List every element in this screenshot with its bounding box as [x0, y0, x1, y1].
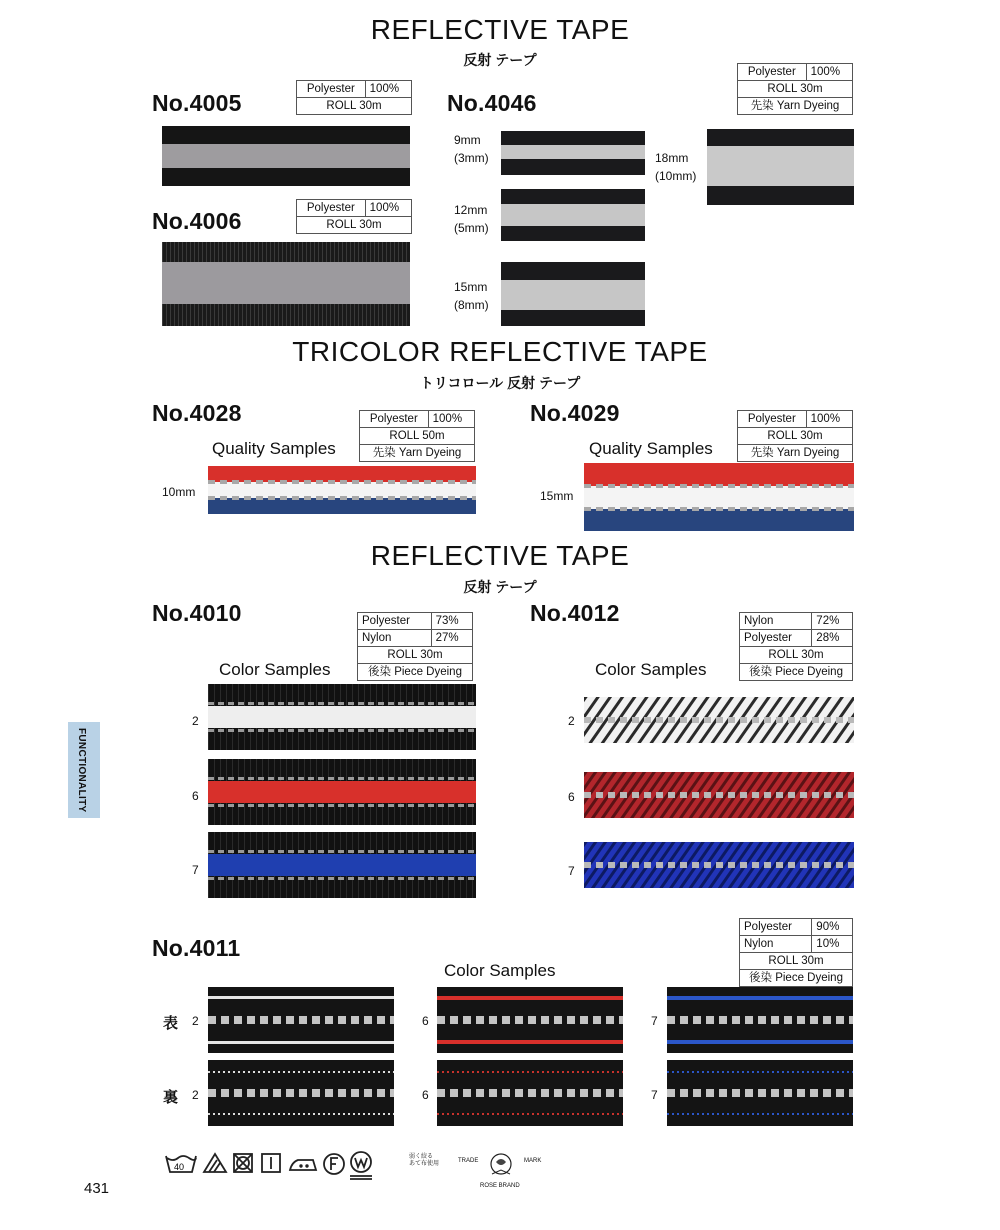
section-title-tricolor: TRICOLOR REFLECTIVE TAPE	[292, 336, 708, 367]
color-samples-label: Color Samples	[219, 660, 331, 679]
fiber-pct: 90%	[812, 919, 853, 936]
tape-4012-6	[584, 772, 854, 818]
dye-method: 先染 Yarn Dyeing	[738, 98, 853, 115]
color-number: 2	[192, 1014, 199, 1028]
section-title-reflective-2: REFLECTIVE TAPE	[370, 540, 630, 571]
no-tumble-dry-icon	[234, 1154, 252, 1172]
model-4029: No.4029	[530, 400, 620, 426]
fiber-pct: 72%	[812, 613, 853, 630]
spec-table-4006	[296, 199, 412, 234]
spec-table-4046	[737, 63, 853, 115]
roll-length: ROLL 50m	[360, 428, 475, 445]
section-subtitle-tricolor: トリコロール 反射 テープ	[419, 375, 581, 391]
spec-table-4011	[739, 918, 853, 987]
line-dry-icon	[262, 1154, 280, 1172]
tape-4046-12mm	[501, 189, 645, 241]
model-4011: No.4011	[152, 935, 241, 961]
fiber-name: Polyester	[297, 200, 366, 217]
tape-4011-6-front	[437, 987, 623, 1053]
quality-samples-label: Quality Samples	[589, 439, 713, 458]
dye-method: 後染 Piece Dyeing	[740, 970, 853, 987]
reflect-10mm: (10mm)	[655, 169, 697, 183]
model-4006: No.4006	[152, 208, 242, 234]
fiber-pct: 10%	[812, 936, 853, 953]
width-15mm: 15mm	[540, 489, 574, 503]
color-number: 2	[192, 1088, 199, 1102]
color-number: 2	[192, 714, 199, 728]
tape-4046-9mm	[501, 131, 645, 175]
tape-4011-7-back	[667, 1060, 853, 1126]
color-number: 6	[568, 790, 575, 804]
reflect-5mm: (5mm)	[454, 221, 489, 235]
model-4005: No.4005	[152, 90, 242, 116]
fiber-name: Nylon	[740, 613, 812, 630]
fiber-name: Polyester	[738, 411, 807, 428]
model-4046: No.4046	[447, 90, 537, 116]
dye-method: 先染 Yarn Dyeing	[360, 445, 475, 462]
size-9mm: 9mm	[454, 133, 481, 147]
size-15mm: 15mm	[454, 280, 488, 294]
section-subtitle-reflective: 反射 テープ	[463, 52, 537, 68]
dry-clean-f-icon	[324, 1154, 344, 1174]
model-4028: No.4028	[152, 400, 242, 426]
color-samples-label: Color Samples	[595, 660, 707, 679]
fiber-name: Polyester	[297, 81, 366, 98]
color-number: 7	[651, 1088, 658, 1102]
rose-brand-logo	[456, 1148, 546, 1198]
spec-table-4012	[739, 612, 853, 681]
quality-samples-label: Quality Samples	[212, 439, 336, 458]
color-number: 7	[192, 863, 199, 877]
fiber-name: Polyester	[740, 630, 812, 647]
fiber-name: Polyester	[740, 919, 812, 936]
roll-length: ROLL 30m	[297, 98, 412, 115]
tape-4029	[584, 463, 854, 531]
model-4012: No.4012	[530, 600, 620, 626]
brand-trade-text: TRADE	[458, 1158, 479, 1164]
care-note: 弱く絞る あて布使用	[409, 1154, 440, 1167]
roll-length: ROLL 30m	[740, 953, 853, 970]
fiber-pct: 100%	[806, 411, 852, 428]
model-4010: No.4010	[152, 600, 242, 626]
color-number: 2	[568, 714, 575, 728]
roll-length: ROLL 30m	[297, 217, 412, 234]
color-samples-label: Color Samples	[444, 961, 556, 980]
spec-table-4010	[357, 612, 473, 681]
tape-4005	[162, 126, 410, 186]
width-10mm: 10mm	[162, 485, 196, 499]
dye-method: 後染 Piece Dyeing	[358, 664, 473, 681]
bleach-icon	[204, 1154, 226, 1172]
roll-length: ROLL 30m	[738, 81, 853, 98]
color-number: 7	[568, 864, 575, 878]
color-number: 6	[422, 1014, 429, 1028]
reflect-3mm: (3mm)	[454, 151, 489, 165]
dye-method: 後染 Piece Dyeing	[740, 664, 853, 681]
tape-4006	[162, 242, 410, 326]
spec-table-4005	[296, 80, 412, 115]
section-title-reflective: REFLECTIVE TAPE	[370, 14, 630, 45]
tape-4011-2-front	[208, 987, 394, 1053]
section-subtitle-reflective-2: 反射 テープ	[463, 579, 537, 595]
tape-4011-6-back	[437, 1060, 623, 1126]
brand-mark-text: MARK	[524, 1158, 542, 1164]
tape-4046-18mm	[707, 129, 854, 205]
tape-4011-7-front	[667, 987, 853, 1053]
tape-4010-6	[208, 759, 476, 825]
tape-4028	[208, 466, 476, 514]
iron-icon	[290, 1160, 316, 1170]
category-tab	[68, 722, 100, 818]
fiber-name: Polyester	[360, 411, 429, 428]
fiber-pct: 73%	[431, 613, 472, 630]
tape-4010-7	[208, 832, 476, 898]
fiber-pct: 27%	[431, 630, 472, 647]
fiber-name: Nylon	[358, 630, 432, 647]
tape-4012-2	[584, 697, 854, 743]
size-12mm: 12mm	[454, 203, 488, 217]
brand-name-text: ROSE BRAND	[480, 1183, 520, 1189]
wash-temp-label: 40	[174, 1162, 185, 1172]
back-side-label: 裏	[163, 1089, 179, 1106]
fiber-name: Polyester	[358, 613, 432, 630]
tape-4046-15mm	[501, 262, 645, 326]
fiber-pct: 100%	[806, 64, 852, 81]
roll-length: ROLL 30m	[358, 647, 473, 664]
fiber-pct: 28%	[812, 630, 853, 647]
page-number: 431	[84, 1180, 110, 1197]
size-18mm: 18mm	[655, 151, 689, 165]
category-tab-label: FUNCTIONALITY	[76, 728, 87, 813]
color-number: 6	[192, 789, 199, 803]
fiber-name: Polyester	[738, 64, 807, 81]
tape-4010-2	[208, 684, 476, 750]
tape-4012-7	[584, 842, 854, 888]
fiber-pct: 100%	[365, 200, 411, 217]
color-number: 6	[422, 1088, 429, 1102]
dye-method: 先染 Yarn Dyeing	[738, 445, 853, 462]
fiber-name: Nylon	[740, 936, 812, 953]
color-number: 7	[651, 1014, 658, 1028]
reflect-8mm: (8mm)	[454, 298, 489, 312]
roll-length: ROLL 30m	[740, 647, 853, 664]
spec-table-4028	[359, 410, 475, 462]
fiber-pct: 100%	[365, 81, 411, 98]
spec-table-4029	[737, 410, 853, 462]
fiber-pct: 100%	[428, 411, 474, 428]
tape-4011-2-back	[208, 1060, 394, 1126]
roll-length: ROLL 30m	[738, 428, 853, 445]
care-symbols	[164, 1148, 404, 1189]
wet-clean-w-icon	[350, 1152, 372, 1179]
front-side-label: 表	[163, 1015, 179, 1032]
